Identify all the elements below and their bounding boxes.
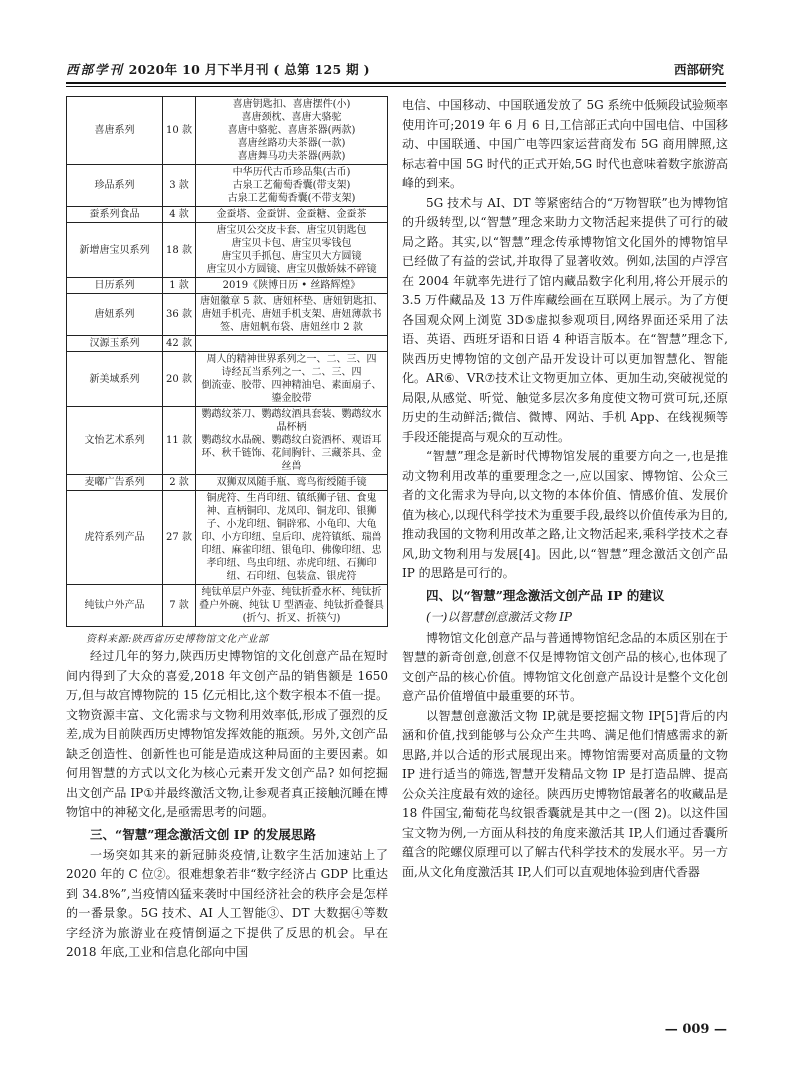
series-cell: 汉源玉系列 bbox=[67, 336, 163, 352]
items-cell: 鹦鹉纹茶刀、鹦鹉纹酒具套装、鹦鹉纹水晶杯柄 鹦鹉纹水晶碗、鹦鹉纹白瓷酒杯、观语耳环、秋千链饰、花间胸针、三藏茶具、金丝兽 bbox=[196, 407, 388, 475]
items-cell: 2019《陕博日历 • 丝路辉煌》 bbox=[196, 278, 388, 294]
series-cell: 日历系列 bbox=[67, 278, 163, 294]
items-cell: 喜唐钥匙扣、喜唐摆件(小) 喜唐颈枕、喜唐大骆驼 喜唐中骆驼、喜唐茶器(两款) 喜唐丝路功夫茶器(一款) 喜唐舞马功夫茶器(两款) bbox=[196, 97, 388, 165]
count-cell: 36 款 bbox=[163, 294, 196, 336]
series-cell: 蚕系列食品 bbox=[67, 207, 163, 223]
section-heading: 四、以“智慧”理念激活文创产品 IP 的建议 bbox=[426, 587, 665, 603]
count-cell: 2 款 bbox=[163, 475, 196, 491]
paragraph: 经过几年的努力,陕西历史博物馆的文化创意产品在短时间内得到了大众的喜爱,2018 年文创产品的销售额是 1650 万,但与故宫博物院的 15 亿元相比,这个数字根本不值一提。文物资源丰富、文化需求与文物利用效率低,形成了强烈的反差,成为目前陕西历史博物馆发挥效能的瓶颈。另外,文创产品缺乏创造性、创新性也可能是造成这种局面的主要因素。如何用智慧的方式以文化为核心元素开发文创产品? 如何挖掘出文创产品 IP①并最终激活文物,让参观者真正接触沉睡在博物馆中的神秘文化,是亟需思考的问题。 bbox=[66, 649, 388, 819]
items-cell: 双狮双凤随手瓶、鸾鸟衔绶随手镜 bbox=[196, 475, 388, 491]
series-cell: 珍品系列 bbox=[67, 165, 163, 207]
paragraph: 以智慧创意激活文物 IP,就是要挖掘文物 IP[5]背后的内涵和价值,找到能够与公众产生共鸣、满足他们情感需求的新思路,并以合适的形式展现出来。博物馆需要对高质量的文物 IP 进行适当的筛选,智慧开发精品文物 IP 是打造品牌、提高公众关注度最有效的途径。陕西历史博物馆最著名的收藏品是 18 件国宝,葡萄花鸟纹银香囊就是其中之一(图 2)。以这件国宝文物为例,一方面从科技的角度来激活其 IP,人们通过香囊所蕴含的陀螺仪原理可以了解古代科学技术的发展水平。另一方面,从文化角度激活其 IP,人们可以直观地体验到唐代香器 bbox=[402, 708, 728, 879]
count-cell: 10 款 bbox=[163, 97, 196, 165]
count-cell: 3 款 bbox=[163, 165, 196, 207]
journal-issue: 西部学刊 2020年 10 月下半月刊 ( 总第 125 期 ) bbox=[66, 62, 370, 77]
subsection-heading: (一)以智慧创意激活文物 IP bbox=[426, 609, 572, 624]
series-cell: 麦嘟广告系列 bbox=[67, 475, 163, 491]
page-number: — 009 — bbox=[664, 1022, 727, 1037]
header-rule-thick bbox=[66, 82, 726, 84]
series-cell: 纯钛户外产品 bbox=[67, 585, 163, 627]
count-cell: 27 款 bbox=[163, 491, 196, 585]
items-cell bbox=[196, 336, 388, 352]
items-cell: 纯钛单层户外壶、纯钛折叠水杯、纯钛折叠户外碗、纯钛 U 型酒壶、纯钛折叠餐具(折勺、折叉、折筷勺) bbox=[196, 585, 388, 627]
count-cell: 20 款 bbox=[163, 352, 196, 407]
table-row bbox=[67, 407, 388, 475]
count-cell: 4 款 bbox=[163, 207, 196, 223]
table-row bbox=[67, 223, 388, 278]
section-heading: 三、“智慧”理念激活文创 IP 的发展思路 bbox=[90, 826, 316, 842]
table-row bbox=[67, 207, 388, 223]
items-cell: 铜虎符、生肖印纽、镇纸狮子钮、食鬼神、直柄铜印、龙凤印、铜龙印、银狮子、小龙印纽、铜辟邪、小龟印、大龟印、小方印纽、皇后印、虎符镇纸、瑞兽印纽、麻雀印纽、银龟印、佛像印纽、忠孝印纽、鸟虫印纽、赤虎印纽、石狮印纽、石印纽、包装盒、银虎符 bbox=[196, 491, 388, 585]
paragraph: 电信、中国移动、中国联通发放了 5G 系统中低频段试验频率使用许可;2019 年 6 月 6 日,工信部正式向中国电信、中国移动、中国联通、中国广电等四家运营商发布 5G 商用牌照,这标志着中国 5G 时代的正式开始,5G 时代也意味着数字旅游高峰的到来。 bbox=[402, 98, 728, 190]
count-cell: 11 款 bbox=[163, 407, 196, 475]
count-cell: 1 款 bbox=[163, 278, 196, 294]
series-cell: 文怡艺术系列 bbox=[67, 407, 163, 475]
table-source: 资料来源:陕西省历史博物馆文化产业部 bbox=[86, 634, 269, 645]
product-table bbox=[66, 96, 388, 627]
right-column bbox=[402, 96, 728, 882]
paragraph: “智慧”理念是新时代博物馆发展的重要方向之一,也是推动文物利用改革的重要理念之一,应以国家、博物馆、公众三者的文化需求为导向,以文物的本体价值、情感价值、发展价值为核心,以现代科学技术为重要手段,最终以价值传承为目的,推动我国的文物利用改革之路,让文物活起来,乘科学技术之春风,助文物利用与发展[4]。因此,以“智慧”理念激活文创产品 IP 的思路是可行的。 bbox=[402, 449, 728, 580]
left-column bbox=[66, 96, 388, 963]
table-row bbox=[67, 475, 388, 491]
section-name: 西部研究 bbox=[673, 62, 724, 77]
table-row bbox=[67, 491, 388, 585]
running-header bbox=[66, 58, 726, 82]
table-row bbox=[67, 585, 388, 627]
table-row bbox=[67, 97, 388, 165]
count-cell: 42 款 bbox=[163, 336, 196, 352]
series-cell: 新增唐宝贝系列 bbox=[67, 223, 163, 278]
table-row bbox=[67, 352, 388, 407]
series-cell: 唐妞系列 bbox=[67, 294, 163, 336]
paragraph: 博物馆文化创意产品与普通博物馆纪念品的本质区别在于智慧的新奇创意,创意不仅是博物馆文创产品的核心,也体现了文创产品的核心价值。博物馆文化创意产品设计是整个文化创意产品价值增值中最重要的环节。 bbox=[402, 630, 728, 703]
paragraph: 一场突如其来的新冠肺炎疫情,让数字生活加速站上了 2020 年的 C 位②。很难想象若非“数字经济占 GDP 比重达到 34.8%”,当疫情凶猛来袭时中国经济社会的秩序会是怎样的一番景象。5G 技术、AI 人工智能③、DT 大数据④等数字经济为旅游业在疫情倒逼之下提供了反思的机会。早在 2018 年底,工业和信息化部向中国 bbox=[66, 847, 388, 959]
table-row bbox=[67, 278, 388, 294]
series-cell: 新美域系列 bbox=[67, 352, 163, 407]
items-cell: 唐妞徽章 5 款、唐妞杯垫、唐妞钥匙扣、唐妞手机壳、唐妞手机支架、唐妞薄款书签、唐妞帆布袋、唐妞丝巾 2 款 bbox=[196, 294, 388, 336]
items-cell: 金蚕塔、金蚕饼、金蚕糖、金蚕茶 bbox=[196, 207, 388, 223]
series-cell: 虎符系列产品 bbox=[67, 491, 163, 585]
series-cell: 喜唐系列 bbox=[67, 97, 163, 165]
count-cell: 7 款 bbox=[163, 585, 196, 627]
items-cell: 周人的精神世界系列之一、二、三、四 诗经瓦当系列之一、二、三、四 倒流壶、胶带、四神精油皂、素面扇子、鎏金胶带 bbox=[196, 352, 388, 407]
items-cell: 中华历代古币珍品集(古币) 古泉工艺葡萄香囊(带支架) 古泉工艺葡萄香囊(不带支架) bbox=[196, 165, 388, 207]
table-row bbox=[67, 294, 388, 336]
items-cell: 唐宝贝公交皮卡套、唐宝贝钥匙包 唐宝贝卡包、唐宝贝零钱包 唐宝贝手抓包、唐宝贝大方圆镜 唐宝贝小方圆镜、唐宝贝傲娇妹不碎镜 bbox=[196, 223, 388, 278]
table-row bbox=[67, 165, 388, 207]
table-row bbox=[67, 336, 388, 352]
header-rule-thin bbox=[66, 86, 726, 87]
count-cell: 18 款 bbox=[163, 223, 196, 278]
paragraph: 5G 技术与 AI、DT 等紧密结合的“万物智联”也为博物馆的升级转型,以“智慧”理念来助力文物活起来提供了可行的破局之路。其实,以“智慧”理念传承博物馆文化国外的博物馆早已经做了有益的尝试,并取得了显著收效。例如,法国的卢浮宫在 2004 年就率先进行了馆内藏品数字化利用,将公开展示的 3.5 万件藏品及 13 万件库藏绘画在互联网上展示。为了方便各国观众网上浏览 3D⑤虚拟参观项目,网络界面还采用了法语、英语、西班牙语和日语 4 种语言版本。在“智慧”理念下,陕西历史博物馆的文创产品开发设计可以更加智慧化、智能化。AR⑥、VR⑦技术让文物更加立体、更加生动,突破视觉的局限,从感觉、听觉、触觉多层次多角度使文物可赏可玩,还原历史的生动鲜活;微信、微博、网站、手机 App、在线视频等手段还能提高与观众的互动性。 bbox=[402, 195, 728, 444]
